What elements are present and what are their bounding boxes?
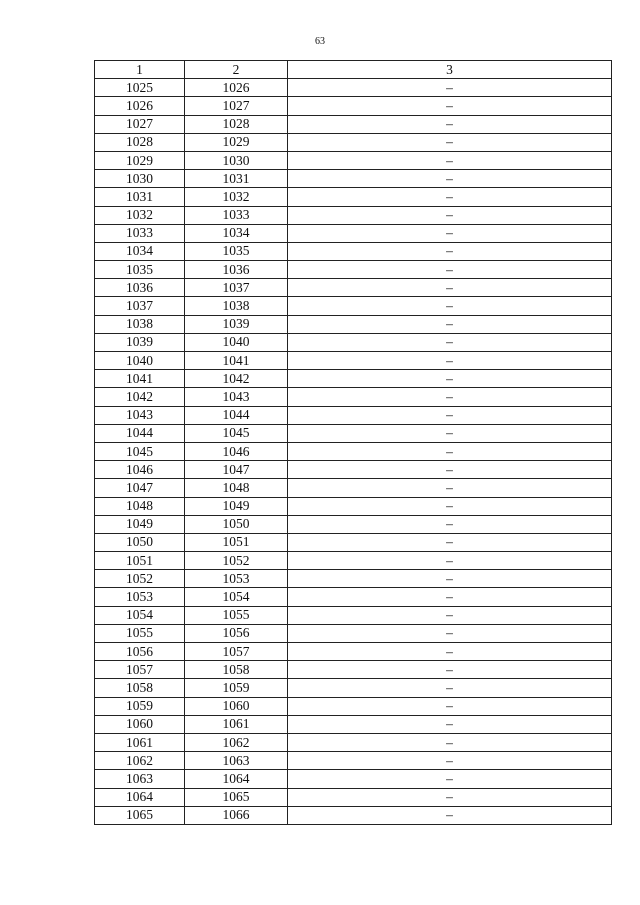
table-cell-col-3: – [288,424,612,442]
table-cell-col-1: 1057 [95,661,185,679]
table-cell-col-3: – [288,442,612,460]
table-row [95,97,612,115]
table-cell-col-1: 1041 [95,370,185,388]
table-cell-col-1: 1055 [95,624,185,642]
table-cell-col-2: 1055 [185,606,288,624]
table-cell-col-3: – [288,752,612,770]
table-cell-col-2: 1058 [185,661,288,679]
column-header-1: 1 [95,61,185,79]
table-cell-col-3: – [288,242,612,260]
table-cell-col-1: 1054 [95,606,185,624]
table-row [95,697,612,715]
table-cell-col-1: 1059 [95,697,185,715]
table-cell-col-3: – [288,151,612,169]
table-cell-col-1: 1063 [95,770,185,788]
table-cell-col-3: – [288,133,612,151]
table-cell-col-2: 1051 [185,533,288,551]
table-cell-col-1: 1026 [95,97,185,115]
table-cell-col-2: 1032 [185,188,288,206]
table-cell-col-1: 1042 [95,388,185,406]
table-cell-col-3: – [288,297,612,315]
table-row [95,733,612,751]
table-cell-col-1: 1043 [95,406,185,424]
table-cell-col-3: – [288,497,612,515]
table-cell-col-3: – [288,788,612,806]
table-cell-col-1: 1062 [95,752,185,770]
table-cell-col-3: – [288,806,612,824]
table-cell-col-1: 1046 [95,461,185,479]
table-cell-col-1: 1038 [95,315,185,333]
table-row [95,661,612,679]
table-row [95,406,612,424]
table-cell-col-2: 1028 [185,115,288,133]
table-row [95,770,612,788]
table-cell-col-1: 1058 [95,679,185,697]
table-cell-col-3: – [288,733,612,751]
table-row [95,552,612,570]
table-cell-col-1: 1040 [95,352,185,370]
table-row [95,788,612,806]
table-row [95,624,612,642]
table-cell-col-2: 1048 [185,479,288,497]
column-header-3: 3 [288,61,612,79]
table-cell-col-2: 1061 [185,715,288,733]
table-cell-col-2: 1060 [185,697,288,715]
table-cell-col-2: 1039 [185,315,288,333]
table-row [95,479,612,497]
table-cell-col-1: 1045 [95,442,185,460]
table-cell-col-1: 1029 [95,151,185,169]
table-cell-col-1: 1050 [95,533,185,551]
table-cell-col-2: 1041 [185,352,288,370]
table-cell-col-3: – [288,352,612,370]
table-cell-col-3: – [288,643,612,661]
table-row [95,388,612,406]
table-cell-col-3: – [288,115,612,133]
table-row [95,715,612,733]
table-cell-col-1: 1027 [95,115,185,133]
table-cell-col-2: 1040 [185,333,288,351]
table-cell-col-3: – [288,770,612,788]
table-cell-col-1: 1065 [95,806,185,824]
table-row [95,297,612,315]
table-cell-col-1: 1034 [95,242,185,260]
table-cell-col-2: 1047 [185,461,288,479]
table-row [95,424,612,442]
table-row [95,188,612,206]
table-cell-col-1: 1036 [95,279,185,297]
table-cell-col-3: – [288,570,612,588]
table-cell-col-3: – [288,79,612,97]
table-cell-col-2: 1042 [185,370,288,388]
table-cell-col-3: – [288,588,612,606]
table-cell-col-3: – [288,279,612,297]
table-cell-col-3: – [288,715,612,733]
table-row [95,588,612,606]
table-cell-col-2: 1056 [185,624,288,642]
table-cell-col-3: – [288,188,612,206]
table-cell-col-1: 1025 [95,79,185,97]
table-cell-col-1: 1052 [95,570,185,588]
table-cell-col-3: – [288,661,612,679]
table-cell-col-2: 1046 [185,442,288,460]
table-cell-col-3: – [288,606,612,624]
table-cell-col-2: 1062 [185,733,288,751]
table-row [95,370,612,388]
table-cell-col-3: – [288,97,612,115]
table-cell-col-3: – [288,697,612,715]
table-cell-col-1: 1051 [95,552,185,570]
table-cell-col-2: 1045 [185,424,288,442]
table-cell-col-1: 1044 [95,424,185,442]
table-row [95,242,612,260]
data-table [94,60,612,825]
table-cell-col-1: 1030 [95,170,185,188]
table-row [95,279,612,297]
table-cell-col-2: 1064 [185,770,288,788]
table-cell-col-3: – [288,624,612,642]
table-cell-col-3: – [288,533,612,551]
table-row [95,151,612,169]
table-cell-col-2: 1035 [185,242,288,260]
table-cell-col-3: – [288,333,612,351]
table-row [95,133,612,151]
table-cell-col-1: 1061 [95,733,185,751]
table-cell-col-2: 1036 [185,261,288,279]
table-cell-col-1: 1049 [95,515,185,533]
table-cell-col-3: – [288,679,612,697]
table-cell-col-2: 1065 [185,788,288,806]
table-row [95,752,612,770]
table-cell-col-2: 1037 [185,279,288,297]
table-cell-col-1: 1039 [95,333,185,351]
table-cell-col-3: – [288,479,612,497]
table-cell-col-1: 1032 [95,206,185,224]
table-row [95,533,612,551]
table-row [95,442,612,460]
table-row [95,806,612,824]
table-cell-col-3: – [288,515,612,533]
table-row [95,352,612,370]
table-cell-col-1: 1031 [95,188,185,206]
table-row [95,515,612,533]
table-row [95,679,612,697]
table-cell-col-1: 1060 [95,715,185,733]
table-cell-col-1: 1037 [95,297,185,315]
table-cell-col-2: 1044 [185,406,288,424]
table-row [95,315,612,333]
table-row [95,115,612,133]
column-header-2: 2 [185,61,288,79]
table-cell-col-2: 1029 [185,133,288,151]
table-cell-col-3: – [288,170,612,188]
table-cell-col-1: 1028 [95,133,185,151]
table-cell-col-1: 1047 [95,479,185,497]
table-cell-col-2: 1038 [185,297,288,315]
table-cell-col-2: 1050 [185,515,288,533]
table-cell-col-2: 1063 [185,752,288,770]
table-cell-col-3: – [288,370,612,388]
table-row [95,497,612,515]
table-row [95,261,612,279]
table-cell-col-2: 1049 [185,497,288,515]
table-row [95,606,612,624]
table-row [95,170,612,188]
table-cell-col-2: 1059 [185,679,288,697]
table-cell-col-3: – [288,461,612,479]
table-cell-col-2: 1054 [185,588,288,606]
table-row [95,79,612,97]
table-cell-col-2: 1034 [185,224,288,242]
table-row [95,570,612,588]
table-cell-col-3: – [288,315,612,333]
table-row [95,333,612,351]
table-cell-col-2: 1026 [185,79,288,97]
table-cell-col-3: – [288,552,612,570]
table-cell-col-1: 1048 [95,497,185,515]
table-cell-col-1: 1064 [95,788,185,806]
table-cell-col-2: 1043 [185,388,288,406]
table-header-row [95,61,612,79]
page-number: 63 [315,36,325,47]
table-cell-col-2: 1031 [185,170,288,188]
table-cell-col-3: – [288,206,612,224]
table-cell-col-2: 1030 [185,151,288,169]
table-cell-col-3: – [288,406,612,424]
table-cell-col-1: 1035 [95,261,185,279]
table-row [95,224,612,242]
table-cell-col-1: 1033 [95,224,185,242]
table-cell-col-3: – [288,388,612,406]
table-row [95,206,612,224]
table-cell-col-3: – [288,224,612,242]
table-body [95,79,612,825]
table-cell-col-2: 1053 [185,570,288,588]
table-row [95,643,612,661]
table-cell-col-2: 1052 [185,552,288,570]
table-cell-col-1: 1056 [95,643,185,661]
table-cell-col-2: 1057 [185,643,288,661]
table-cell-col-2: 1066 [185,806,288,824]
table-cell-col-2: 1033 [185,206,288,224]
table-row [95,461,612,479]
table-cell-col-1: 1053 [95,588,185,606]
table-cell-col-3: – [288,261,612,279]
table-cell-col-2: 1027 [185,97,288,115]
